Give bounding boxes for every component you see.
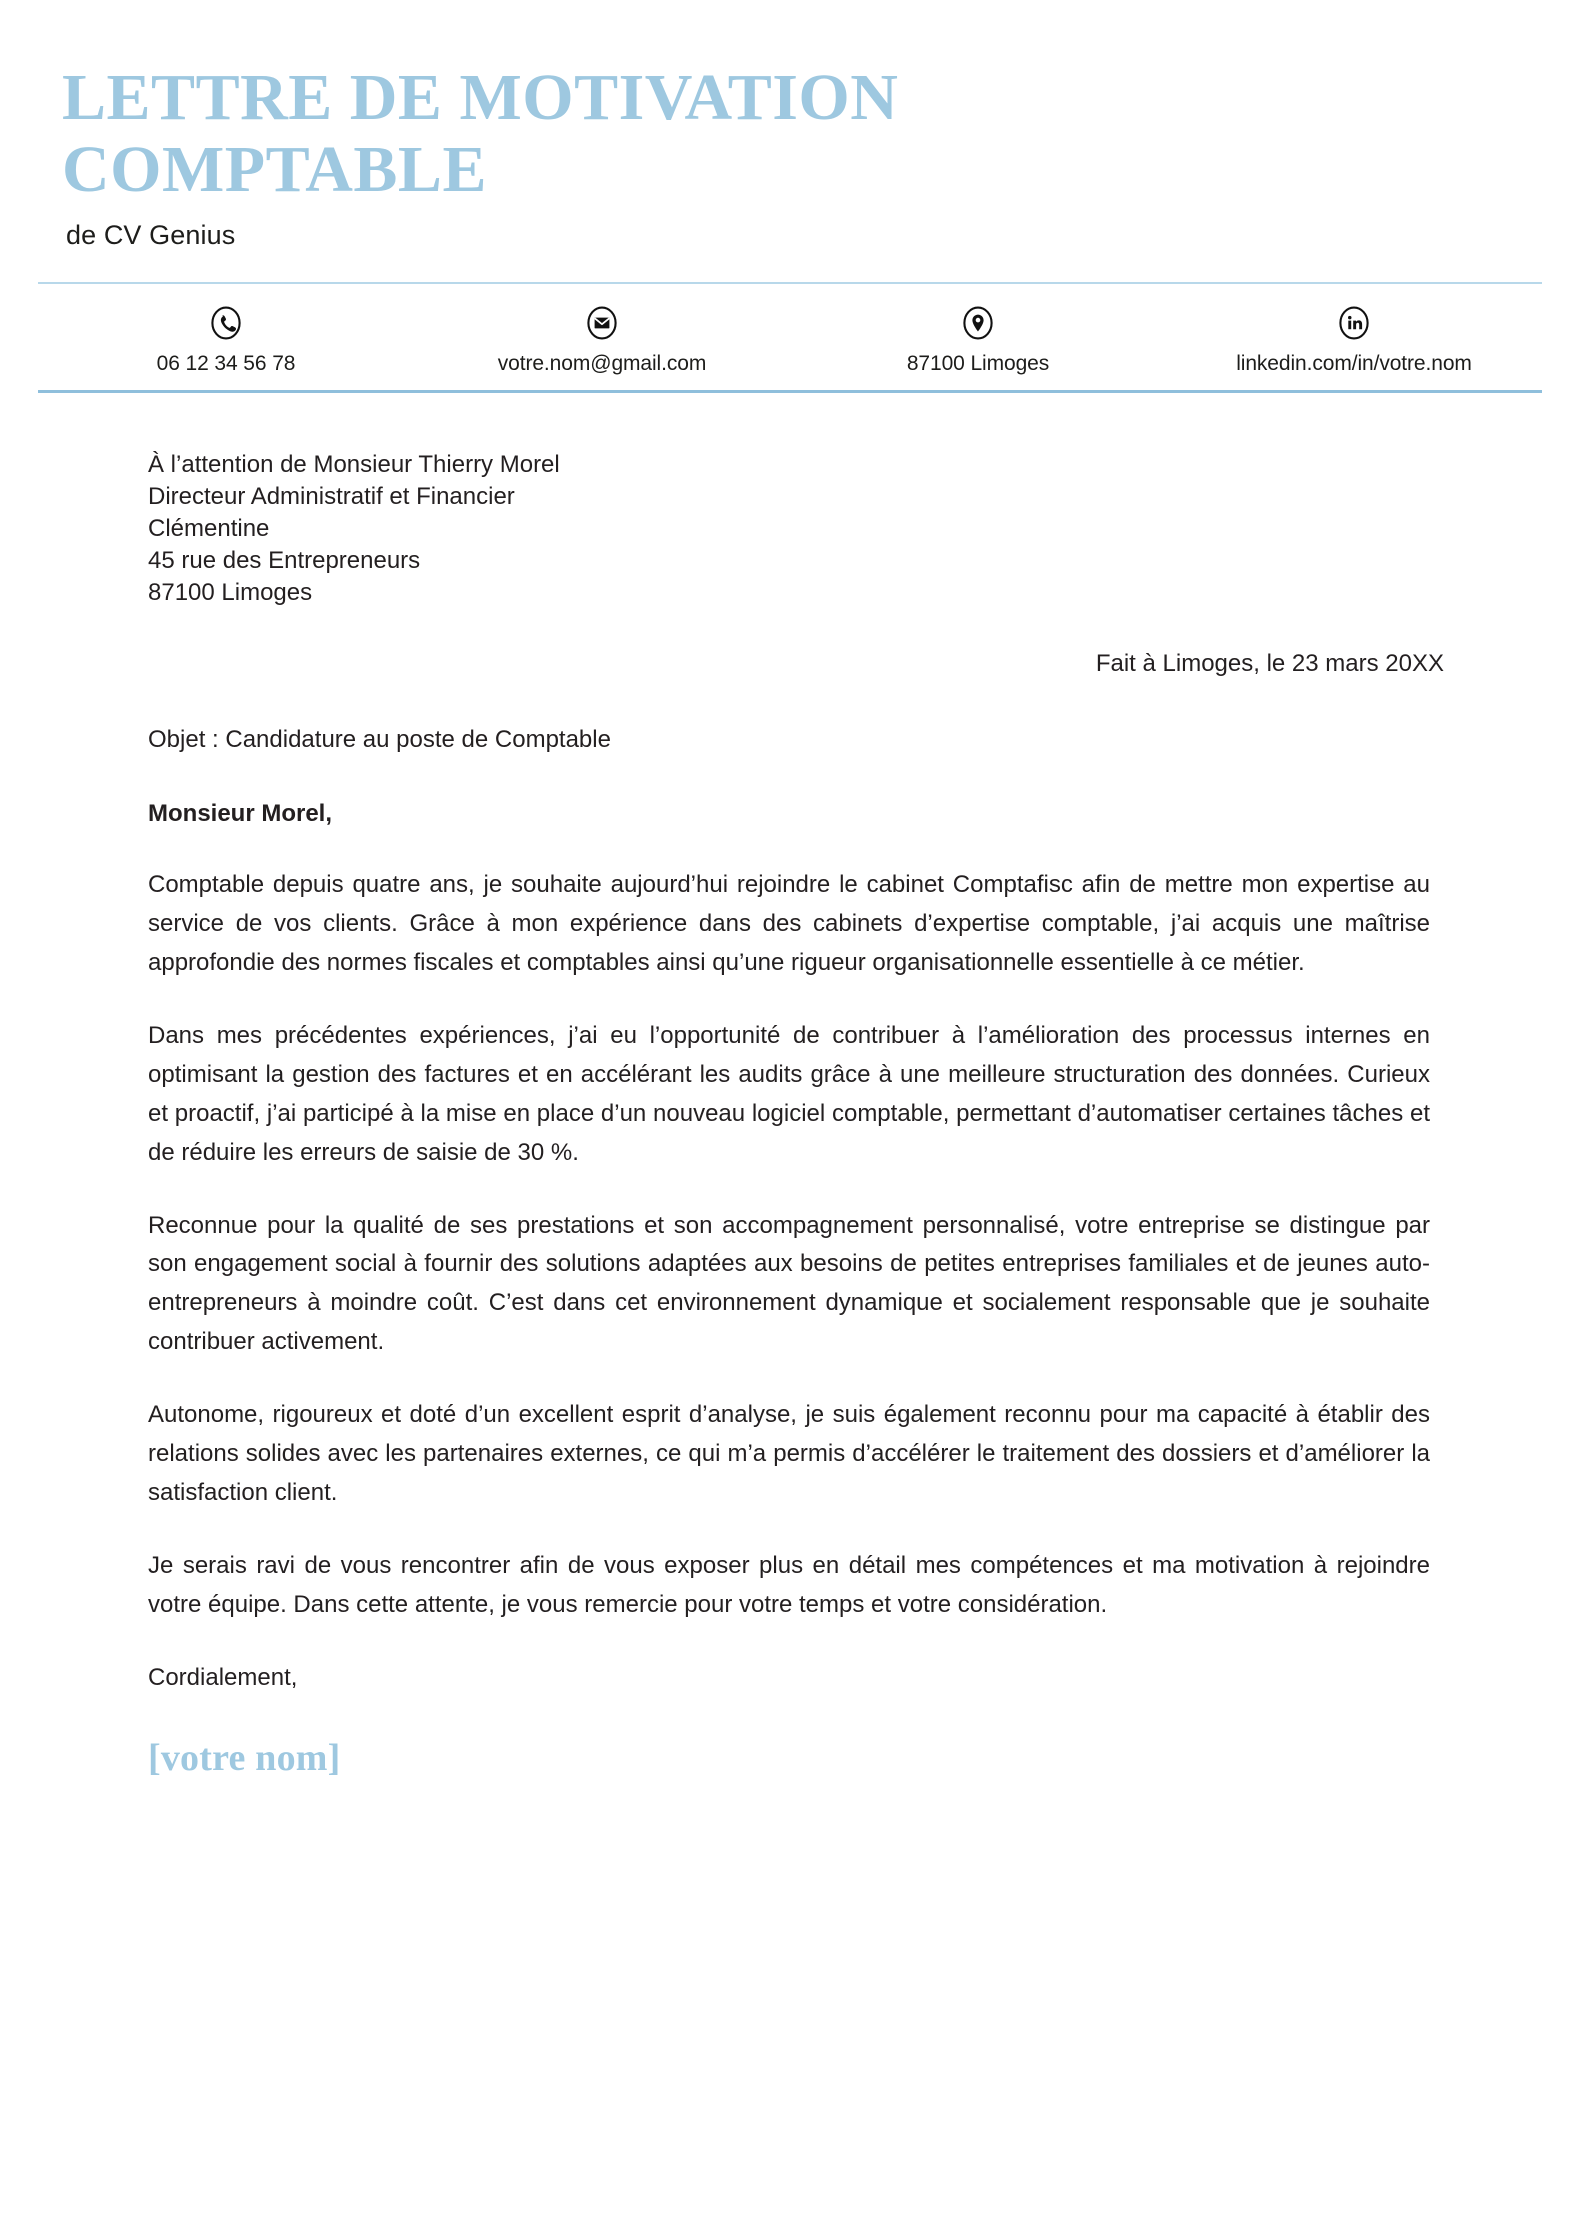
contact-item-phone[interactable] — [38, 306, 414, 376]
letter-header — [0, 0, 1580, 251]
contact-value-email: votre.nom@gmail.com — [497, 351, 707, 375]
recipient-block — [148, 449, 1484, 609]
phone-icon — [209, 306, 243, 340]
salutation: Monsieur Morel, — [148, 800, 333, 828]
subject-line: Objet : Candidature au poste de Comptable — [148, 726, 611, 754]
contact-item-linkedin[interactable] — [1166, 306, 1542, 376]
body-paragraph-4: Autonome, rigoureux et doté d’un excellent esprit d’analyse, je suis également reconnu pour ma capacité à établir des relations solides avec les partenaires externes, ce qui m’a permis d’accélérer le traitement des dossiers et d’améliorer la satisfaction client. — [148, 1401, 1430, 1506]
signature-placeholder: [votre nom] — [148, 1737, 341, 1780]
letter-body — [0, 393, 1580, 1781]
contact-bar — [38, 282, 1542, 393]
page-subtitle: de CV Genius — [66, 219, 236, 250]
page-title: LETTRE DE MOTIVATION COMPTABLE — [62, 61, 899, 206]
body-paragraph-1: Comptable depuis quatre ans, je souhaite aujourd’hui rejoindre le cabinet Comptafisc afin de mettre mon expertise au service de vos clients. Grâce à mon expérience dans des cabinets d’expertise comptable, j’ai acquis une maîtrise approfondie des normes fiscales et comptables ainsi qu’une rigueur organisationnelle essentielle à ce métier. — [148, 871, 1430, 977]
body-paragraph-2: Dans mes précédentes expériences, j’ai eu l’opportunité de contribuer à l’amélioration des processus internes en optimisant la gestion des factures et en accélérant les audits grâce à une meilleure structuration des données. Curieux et proactif, j’ai participé à la mise en place d’un nouveau logiciel comptable, permettant d’automatiser certaines tâches et de réduire les erreurs de saisie de 30 %. — [148, 1022, 1430, 1166]
recipient-line-3: Clémentine — [148, 514, 270, 542]
contact-item-location[interactable] — [790, 306, 1166, 376]
contact-value-linkedin: linkedin.com/in/votre.nom — [1236, 351, 1472, 375]
closing-line: Cordialement, — [148, 1664, 298, 1692]
contact-value-phone: 06 12 34 56 78 — [156, 351, 296, 375]
linkedin-icon — [1337, 306, 1371, 340]
email-icon — [585, 306, 619, 340]
recipient-line-4: 45 rue des Entrepreneurs — [148, 546, 421, 574]
body-paragraph-3: Reconnue pour la qualité de ses prestations et son accompagnement personnalisé, votre entreprise se distingue par son engagement social à fournir des solutions adaptées aux besoins de petites entreprises familiales et de jeunes auto-entrepreneurs à moindre coût. C’est dans cet environnement dynamique et socialement responsable que je souhaite contribuer activement. — [148, 1211, 1430, 1356]
date-line: Fait à Limoges, le 23 mars 20XX — [1095, 650, 1444, 678]
recipient-line-2: Directeur Administratif et Financier — [148, 482, 515, 510]
body-paragraph-5: Je serais ravi de vous rencontrer afin de vous exposer plus en détail mes compétences et ma motivation à rejoindre votre équipe. Dans cette attente, je vous remercie pour votre temps et votre considération. — [148, 1551, 1430, 1618]
recipient-line-5: 87100 Limoges — [148, 578, 313, 606]
contact-item-email[interactable] — [414, 306, 790, 376]
contact-value-location: 87100 Limoges — [906, 351, 1050, 375]
contact-list — [38, 284, 1542, 390]
recipient-line-1: À l’attention de Monsieur Thierry Morel — [148, 450, 560, 478]
location-icon — [961, 306, 995, 340]
